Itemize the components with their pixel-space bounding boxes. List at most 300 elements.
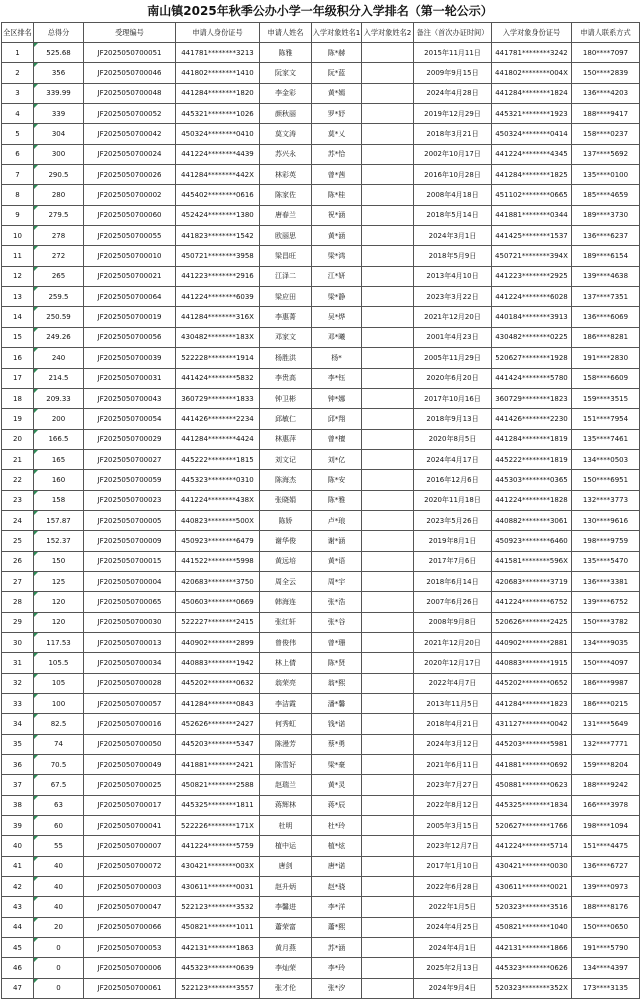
- table-cell: 445202********0632: [176, 673, 260, 693]
- table-cell: JF2025050700049: [84, 755, 176, 775]
- table-cell: 苏兴永: [260, 144, 312, 164]
- table-cell: 陈雪好: [260, 755, 312, 775]
- table-cell: 132****7771: [572, 734, 640, 754]
- table-row: [2, 775, 640, 795]
- table-cell: 165: [34, 449, 84, 469]
- table-cell: [362, 958, 414, 978]
- table-cell: 2013年11月5日: [414, 694, 492, 714]
- table-row: [2, 856, 640, 876]
- table-cell: 198****1094: [572, 816, 640, 836]
- table-cell: 苏*涵: [312, 938, 362, 958]
- table-cell: 2008年9月8日: [414, 612, 492, 632]
- table-cell: 杨*: [312, 348, 362, 368]
- table-cell: 潘*馨: [312, 694, 362, 714]
- table-cell: 173****3135: [572, 978, 640, 998]
- table-cell: 张才伦: [260, 978, 312, 998]
- table-cell: JF2025050700052: [84, 104, 176, 124]
- table-cell: [362, 43, 414, 63]
- table-cell: JF2025050700065: [84, 592, 176, 612]
- table-cell: 24: [2, 510, 34, 530]
- table-row: [2, 144, 640, 164]
- table-cell: 450821********2588: [176, 775, 260, 795]
- table-cell: 李*洋: [312, 897, 362, 917]
- table-cell: 450923********6479: [176, 531, 260, 551]
- table-cell: 100: [34, 694, 84, 714]
- table-cell: 曾*檀: [312, 429, 362, 449]
- table-cell: JF2025050700009: [84, 531, 176, 551]
- table-cell: JF2025050700050: [84, 734, 176, 754]
- table-cell: 江泽二: [260, 266, 312, 286]
- table-cell: [362, 877, 414, 897]
- table-row: [2, 897, 640, 917]
- table-cell: 150****4097: [572, 653, 640, 673]
- column-header: 备注（首次办证时间）: [414, 23, 492, 43]
- table-cell: [362, 612, 414, 632]
- table-cell: 525.68: [34, 43, 84, 63]
- table-cell: [362, 755, 414, 775]
- table-cell: 李灿荣: [260, 958, 312, 978]
- table-cell: 265: [34, 266, 84, 286]
- table-cell: 赵瑞兰: [260, 775, 312, 795]
- table-cell: 36: [2, 755, 34, 775]
- table-cell: 曾*珊: [312, 632, 362, 652]
- table-cell: [362, 816, 414, 836]
- table-cell: 31: [2, 653, 34, 673]
- table-row: [2, 836, 640, 856]
- table-row: [2, 653, 640, 673]
- table-cell: 2018年9月13日: [414, 409, 492, 429]
- table-cell: 159****3515: [572, 388, 640, 408]
- table-cell: 40: [34, 877, 84, 897]
- table-cell: 279.5: [34, 205, 84, 225]
- table-cell: 441522********5998: [176, 551, 260, 571]
- table-cell: 18: [2, 388, 34, 408]
- table-cell: JF2025050700031: [84, 368, 176, 388]
- table-cell: 钱*诺: [312, 714, 362, 734]
- table-row: [2, 266, 640, 286]
- table-cell: 430482********0225: [492, 327, 572, 347]
- table-row: [2, 673, 640, 693]
- table-cell: 440823********500X: [176, 510, 260, 530]
- table-cell: 440902********2881: [492, 632, 572, 652]
- table-cell: 360729********1823: [492, 388, 572, 408]
- table-cell: 曾*茜: [312, 165, 362, 185]
- table-cell: JF2025050700059: [84, 470, 176, 490]
- table-cell: 钟卫彬: [260, 388, 312, 408]
- table-cell: 9: [2, 205, 34, 225]
- table-cell: 249.26: [34, 327, 84, 347]
- table-cell: 214.5: [34, 368, 84, 388]
- table-cell: 2024年4月17日: [414, 449, 492, 469]
- table-cell: 2019年8月1日: [414, 531, 492, 551]
- table-cell: 6: [2, 144, 34, 164]
- table-cell: 祝*涵: [312, 205, 362, 225]
- table-cell: 唐春兰: [260, 205, 312, 225]
- table-cell: 445323********0310: [176, 470, 260, 490]
- table-cell: 10: [2, 226, 34, 246]
- table-cell: 440882********3061: [492, 510, 572, 530]
- table-cell: 17: [2, 368, 34, 388]
- table-cell: 2022年8月12日: [414, 795, 492, 815]
- table-cell: 445402********0616: [176, 185, 260, 205]
- table-cell: JF2025050700019: [84, 307, 176, 327]
- table-cell: 42: [2, 877, 34, 897]
- table-cell: 赵升炳: [260, 877, 312, 897]
- table-cell: [362, 429, 414, 449]
- table-cell: 颜秋丽: [260, 104, 312, 124]
- table-cell: 445203********5347: [176, 734, 260, 754]
- table-cell: 2019年12月29日: [414, 104, 492, 124]
- table-cell: 13: [2, 287, 34, 307]
- table-cell: [362, 897, 414, 917]
- table-cell: 2: [2, 63, 34, 83]
- table-cell: 441426********2230: [492, 409, 572, 429]
- table-cell: JF2025050700028: [84, 673, 176, 693]
- table-cell: 2020年8月5日: [414, 429, 492, 449]
- table-cell: JF2025050700006: [84, 958, 176, 978]
- table-row: [2, 83, 640, 103]
- table-cell: 2005年11月29日: [414, 348, 492, 368]
- table-row: [2, 816, 640, 836]
- table-cell: 蔡*勇: [312, 734, 362, 754]
- table-cell: 2007年6月26日: [414, 592, 492, 612]
- table-cell: [362, 409, 414, 429]
- table-cell: 105.5: [34, 653, 84, 673]
- table-row: [2, 185, 640, 205]
- table-row: [2, 307, 640, 327]
- table-cell: 139****4638: [572, 266, 640, 286]
- table-cell: [362, 632, 414, 652]
- table-cell: 江*妍: [312, 266, 362, 286]
- table-cell: 198****9759: [572, 531, 640, 551]
- table-cell: 441881********0692: [492, 755, 572, 775]
- table-cell: 441424********5832: [176, 368, 260, 388]
- table-cell: 158****6609: [572, 368, 640, 388]
- table-cell: 欧丽思: [260, 226, 312, 246]
- table-cell: 441223********2916: [176, 266, 260, 286]
- column-header: 申请人姓名: [260, 23, 312, 43]
- table-cell: [362, 63, 414, 83]
- table-cell: JF2025050700057: [84, 694, 176, 714]
- table-cell: 441224********6752: [492, 592, 572, 612]
- table-cell: 70.5: [34, 755, 84, 775]
- table-cell: [362, 592, 414, 612]
- table-body: [2, 43, 640, 999]
- table-cell: 32: [2, 673, 34, 693]
- column-header: 入学对象姓名1: [312, 23, 362, 43]
- table-cell: JF2025050700055: [84, 226, 176, 246]
- table-row: [2, 63, 640, 83]
- table-row: [2, 714, 640, 734]
- table-row: [2, 978, 640, 998]
- table-cell: 441881********0344: [492, 205, 572, 225]
- table-cell: 445222********1815: [176, 449, 260, 469]
- table-cell: 125: [34, 571, 84, 591]
- table-cell: 135****7461: [572, 429, 640, 449]
- column-header: 申请人身份证号: [176, 23, 260, 43]
- table-cell: 黄*涵: [312, 226, 362, 246]
- table-cell: 522123********3557: [176, 978, 260, 998]
- table-cell: 20: [2, 429, 34, 449]
- table-cell: 蕭*熙: [312, 917, 362, 937]
- table-cell: 441223********2925: [492, 266, 572, 286]
- table-cell: [362, 490, 414, 510]
- table-cell: 117.53: [34, 632, 84, 652]
- table-cell: JF2025050700043: [84, 388, 176, 408]
- table-cell: 46: [2, 958, 34, 978]
- table-cell: 440902********2899: [176, 632, 260, 652]
- column-header: 入学对象身份证号: [492, 23, 572, 43]
- table-cell: 304: [34, 124, 84, 144]
- table-cell: 陈*雅: [312, 490, 362, 510]
- table-cell: 李洁霞: [260, 694, 312, 714]
- table-cell: 0: [34, 938, 84, 958]
- table-cell: 520323********3516: [492, 897, 572, 917]
- table-cell: 82.5: [34, 714, 84, 734]
- table-cell: 2015年11月11日: [414, 43, 492, 63]
- table-cell: 41: [2, 856, 34, 876]
- table-cell: 梁*鸿: [312, 246, 362, 266]
- table-cell: 40: [2, 836, 34, 856]
- table-cell: 136****6727: [572, 856, 640, 876]
- table-cell: [362, 714, 414, 734]
- table-row: [2, 551, 640, 571]
- table-cell: [362, 917, 414, 937]
- table-cell: 2024年4月1日: [414, 938, 492, 958]
- table-cell: 2017年10月16日: [414, 388, 492, 408]
- table-cell: 2020年12月17日: [414, 653, 492, 673]
- table-cell: 430421********0030: [492, 856, 572, 876]
- table-row: [2, 388, 640, 408]
- table-cell: 4: [2, 104, 34, 124]
- column-header: 总得分: [34, 23, 84, 43]
- table-cell: 442131********1863: [176, 938, 260, 958]
- table-cell: 韩海连: [260, 592, 312, 612]
- table-cell: 152.37: [34, 531, 84, 551]
- column-header: 全区排名: [2, 23, 34, 43]
- table-cell: 44: [2, 917, 34, 937]
- table-cell: 翁*熙: [312, 673, 362, 693]
- table-cell: [362, 449, 414, 469]
- table-cell: 450923********6460: [492, 531, 572, 551]
- table-cell: 150****0650: [572, 917, 640, 937]
- table-cell: 张*浩: [312, 592, 362, 612]
- table-cell: 189****3730: [572, 205, 640, 225]
- table-cell: 蒋辉林: [260, 795, 312, 815]
- table-cell: 134****0503: [572, 449, 640, 469]
- table-cell: 134****4397: [572, 958, 640, 978]
- table-row: [2, 958, 640, 978]
- table-cell: 186****8281: [572, 327, 640, 347]
- table-cell: 441284********1819: [492, 429, 572, 449]
- table-cell: 梁*豪: [312, 755, 362, 775]
- table-cell: 131****5649: [572, 714, 640, 734]
- table-cell: [362, 144, 414, 164]
- table-cell: 441284********4424: [176, 429, 260, 449]
- table-cell: [362, 246, 414, 266]
- table-cell: 74: [34, 734, 84, 754]
- table-cell: 136****6237: [572, 226, 640, 246]
- table-row: [2, 43, 640, 63]
- table-cell: 赵*骁: [312, 877, 362, 897]
- table-cell: [362, 836, 414, 856]
- table-cell: 441284********442X: [176, 165, 260, 185]
- table-cell: 5: [2, 124, 34, 144]
- table-cell: 陈雅: [260, 43, 312, 63]
- table-cell: 440883********1942: [176, 653, 260, 673]
- table-cell: 63: [34, 795, 84, 815]
- table-cell: 梁应田: [260, 287, 312, 307]
- table-cell: 40: [34, 856, 84, 876]
- table-cell: JF2025050700072: [84, 856, 176, 876]
- table-cell: JF2025050700004: [84, 571, 176, 591]
- table-cell: 2021年12月20日: [414, 632, 492, 652]
- table-cell: 2024年9月4日: [414, 978, 492, 998]
- table-row: [2, 510, 640, 530]
- table-cell: 130****9616: [572, 510, 640, 530]
- table-cell: 339.99: [34, 83, 84, 103]
- table-cell: 441425********1537: [492, 226, 572, 246]
- table-cell: 139****6752: [572, 592, 640, 612]
- table-cell: [362, 694, 414, 714]
- table-cell: 26: [2, 551, 34, 571]
- table-cell: [362, 673, 414, 693]
- table-cell: 李*钰: [312, 368, 362, 388]
- table-cell: 25: [2, 531, 34, 551]
- table-cell: 35: [2, 734, 34, 754]
- table-cell: 441284********1824: [492, 83, 572, 103]
- table-cell: 张*谷: [312, 612, 362, 632]
- table-cell: 2022年6月28日: [414, 877, 492, 897]
- table-row: [2, 612, 640, 632]
- table-cell: 445202********0652: [492, 673, 572, 693]
- table-cell: 441284********316X: [176, 307, 260, 327]
- table-cell: 445325********1811: [176, 795, 260, 815]
- table-cell: 邱*翔: [312, 409, 362, 429]
- table-cell: 441224********5714: [492, 836, 572, 856]
- table-cell: JF2025050700026: [84, 165, 176, 185]
- table-cell: 522227********2415: [176, 612, 260, 632]
- table-cell: 160: [34, 470, 84, 490]
- table-cell: 莫*乂: [312, 124, 362, 144]
- table-cell: 45: [2, 938, 34, 958]
- table-cell: [362, 327, 414, 347]
- table-cell: 135****0100: [572, 165, 640, 185]
- table-cell: 189****6154: [572, 246, 640, 266]
- table-cell: 441424********5780: [492, 368, 572, 388]
- table-cell: JF2025050700007: [84, 836, 176, 856]
- table-row: [2, 246, 640, 266]
- table-cell: 33: [2, 694, 34, 714]
- table-cell: 441781********3242: [492, 43, 572, 63]
- table-cell: 250.59: [34, 307, 84, 327]
- table-cell: JF2025050700047: [84, 897, 176, 917]
- table-cell: JF2025050700046: [84, 63, 176, 83]
- table-cell: [362, 856, 414, 876]
- table-cell: 445321********1923: [492, 104, 572, 124]
- table-cell: 259.5: [34, 287, 84, 307]
- table-cell: 0: [34, 958, 84, 978]
- table-cell: 441224********438X: [176, 490, 260, 510]
- table-cell: 何秀虹: [260, 714, 312, 734]
- table-cell: [362, 470, 414, 490]
- table-cell: 39: [2, 816, 34, 836]
- table-cell: 60: [34, 816, 84, 836]
- table-cell: 莫文涛: [260, 124, 312, 144]
- table-cell: 441224********6039: [176, 287, 260, 307]
- table-cell: 蒋*辰: [312, 795, 362, 815]
- table-cell: 272: [34, 246, 84, 266]
- table-cell: 7: [2, 165, 34, 185]
- table-cell: 166****3978: [572, 795, 640, 815]
- table-cell: 陈漫芳: [260, 734, 312, 754]
- table-cell: 34: [2, 714, 34, 734]
- table-cell: 2018年6月14日: [414, 571, 492, 591]
- table-cell: 李金彩: [260, 83, 312, 103]
- table-cell: 张晓娟: [260, 490, 312, 510]
- table-cell: 林彩英: [260, 165, 312, 185]
- table-cell: 445323********0639: [176, 958, 260, 978]
- table-cell: 520627********1766: [492, 816, 572, 836]
- table-cell: 134****9035: [572, 632, 640, 652]
- table-cell: 28: [2, 592, 34, 612]
- table-cell: JF2025050700021: [84, 266, 176, 286]
- table-cell: JF2025050700010: [84, 246, 176, 266]
- table-cell: 158: [34, 490, 84, 510]
- table-cell: 陈娇: [260, 510, 312, 530]
- table-cell: 186****0215: [572, 694, 640, 714]
- table-cell: 蕭荣富: [260, 917, 312, 937]
- table-cell: 2002年10月17日: [414, 144, 492, 164]
- table-cell: 陈海杰: [260, 470, 312, 490]
- table-cell: 185****4659: [572, 185, 640, 205]
- table-cell: 43: [2, 897, 34, 917]
- table-cell: [362, 938, 414, 958]
- table-cell: 黄远培: [260, 551, 312, 571]
- table-cell: 林上倩: [260, 653, 312, 673]
- table-cell: 47: [2, 978, 34, 998]
- table-cell: 445323********0626: [492, 958, 572, 978]
- table-cell: 120: [34, 612, 84, 632]
- table-cell: 441284********1823: [492, 694, 572, 714]
- table-cell: 陈*赫: [312, 43, 362, 63]
- table-cell: 罗*妤: [312, 104, 362, 124]
- table-cell: 12: [2, 266, 34, 286]
- table-cell: 158****0237: [572, 124, 640, 144]
- table-row: [2, 694, 640, 714]
- table-cell: 22: [2, 470, 34, 490]
- table-cell: 440883********1915: [492, 653, 572, 673]
- table-cell: 280: [34, 185, 84, 205]
- table-cell: 520626********2425: [492, 612, 572, 632]
- table-cell: 520323********352X: [492, 978, 572, 998]
- table-cell: 441802********1410: [176, 63, 260, 83]
- table-header: [2, 23, 640, 43]
- table-cell: 陈家佐: [260, 185, 312, 205]
- table-row: [2, 877, 640, 897]
- table-cell: 431127********0042: [492, 714, 572, 734]
- table-row: [2, 449, 640, 469]
- table-cell: 191****5790: [572, 938, 640, 958]
- table-cell: 翁荣亮: [260, 673, 312, 693]
- table-cell: 2021年12月20日: [414, 307, 492, 327]
- table-cell: 2024年4月25日: [414, 917, 492, 937]
- table-cell: 21: [2, 449, 34, 469]
- table-cell: 2016年10月28日: [414, 165, 492, 185]
- table-cell: 452424********1380: [176, 205, 260, 225]
- table-cell: 151****7954: [572, 409, 640, 429]
- table-cell: [362, 775, 414, 795]
